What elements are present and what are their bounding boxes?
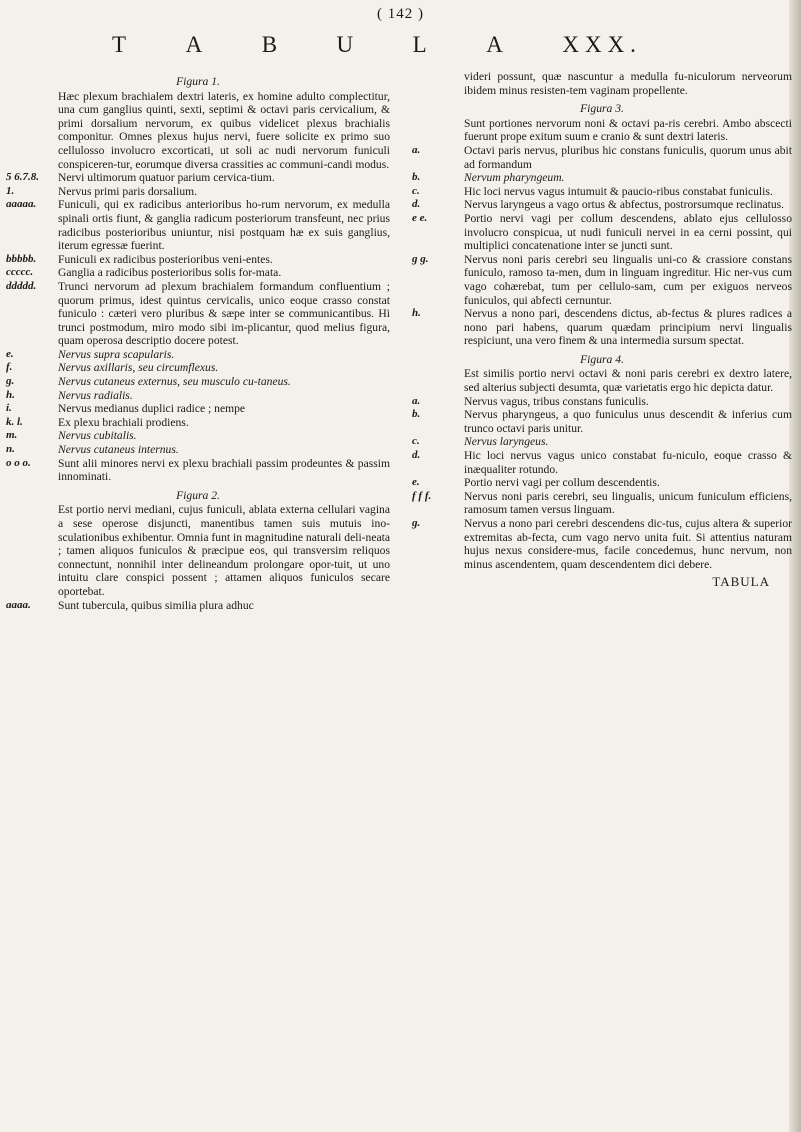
entry-text: Nervus cutaneus internus. [58, 443, 179, 457]
legend-entry [6, 402, 390, 416]
entry-text: Nervus noni paris cerebri, seu lingualis, unicum funiculum efficiens, ramosum tamen versus linguam. [464, 489, 792, 517]
running-title-letter: A [486, 32, 509, 57]
entry-text: Ex plexu brachiali prodiens. [58, 415, 189, 429]
entry-text: Est similis portio nervi octavi & noni paris cerebri ex dextro latere, sed alterius subjecti desumta, quæ varietatis ergo hic depicta datur. [464, 367, 792, 395]
legend-entry [6, 375, 390, 389]
entry-text: Nervus axillaris, seu circumflexus. [58, 361, 219, 375]
running-title-letter: A [185, 32, 209, 57]
entry-label: c. [412, 184, 420, 197]
entry-text: Nervus radialis. [58, 388, 133, 402]
entry-label: n. [6, 443, 15, 456]
entry-text: Nervus cutaneus externus, seu musculo cu-taneus. [58, 375, 291, 389]
entry-label: aaaaa. [6, 198, 37, 211]
entry-text: Portio nervi vagi per collum descendentis. [464, 476, 660, 490]
entry-text: Nervus laryngeus. [464, 435, 549, 449]
legend-entry [412, 198, 792, 212]
legend-entry [6, 457, 390, 484]
entry-label: 1. [6, 184, 15, 197]
legend-entry [6, 185, 390, 199]
legend-entry [412, 490, 792, 517]
entry-text: Hic loci nervus vagus unico constabat fu-niculo, eoque crasso & inæqualiter rotundo. [464, 449, 792, 476]
entry-text: Sunt tubercula, quibus similia plura adhuc [58, 598, 254, 612]
entry-label: a. [412, 394, 421, 407]
entry-label: d. [412, 198, 421, 211]
entry-text: Nervus supra scapularis. [58, 347, 175, 361]
entry-text: Sunt alii minores nervi ex plexu brachiali passim prodeuntes & passim innominati. [58, 456, 390, 484]
entry-text: Ganglia a radicibus posterioribus solis for-mata. [58, 266, 282, 280]
entry-text: Nervus a nono pari cerebri descendens dic-tus, cujus altera & superior extremitas ab-fecta, cum vago nervo unita fuit. Si attentius naturam hujus nexus considere-mus, facile concedemus, hunc nervum, non minus ascendentem, quam descendentem dici debere. [464, 517, 792, 571]
legend-entry [6, 171, 390, 185]
entry-label: f f f. [412, 489, 432, 502]
legend-entry [6, 198, 390, 252]
entry-label: aaaa. [6, 598, 31, 611]
entry-text: Nervus primi paris dorsalium. [58, 184, 198, 198]
entry-text: Est portio nervi mediani, cujus funiculi, ablata externa cellulari vagina a sese operose disjuncti, manentibus tamen suis mutuis ino-sculationibus exhibentur. Omnia funt in magnitudine naturali deli-neata ; tamen aliquos funiculos & præcipue eos, qui transversim reliquos connectunt, nonnihil inter delineandum prolongare opor-tuit, ut uno intuitu clare conspici possent ; attamen aliquos funiculos secare oportebat. [58, 503, 390, 598]
legend-entry [6, 90, 390, 172]
running-title-number: XXX. [562, 32, 642, 57]
running-title-letter: U [336, 32, 360, 57]
legend-entry [412, 367, 792, 394]
entry-text: videri possunt, quæ nascuntur a medulla fu-niculorum nerveorum ibidem minus resisten-tem vaginam propellente. [464, 70, 792, 97]
figure-heading: Figura 2. [176, 488, 220, 502]
entry-text: Sunt portiones nervorum noni & octavi pa-ris cerebri. Ambo abscecti fuerunt prope exitum suum e cranio & sunt dextri lateris. [464, 116, 792, 144]
legend-entry [412, 408, 792, 435]
legend-entry [6, 599, 390, 613]
entry-label: f. [6, 361, 13, 374]
entry-text: Funiculi, qui ex radicibus anterioribus ho-rum nervorum, ex medulla spinali ortis fiunt, & ganglia radicum posteriorum transfeunt, nec prius radicibus posterioribus uniuntur, nisi postquam hæ ex suis ganglius, iterum egressæ fuerint. [58, 198, 390, 253]
running-title-letter: T [112, 32, 133, 57]
entry-label: b. [412, 408, 421, 421]
entry-label: d. [412, 449, 421, 462]
legend-entry [412, 435, 792, 449]
entry-label: e. [6, 347, 14, 360]
legend-entry [412, 185, 792, 199]
entry-label: a. [412, 143, 421, 156]
entry-label: c. [412, 435, 420, 448]
page-header [0, 0, 801, 70]
legend-entry [6, 443, 390, 457]
legend-entry [6, 503, 390, 598]
running-title [112, 32, 642, 58]
legend-entry [6, 348, 390, 362]
figure-heading: Figura 4. [580, 352, 624, 366]
figure-heading: Figura 1. [176, 75, 220, 88]
entry-text: Nervus vagus, tribus constans funiculis. [464, 394, 649, 408]
entry-text: Nervi ultimorum quatuor parium cervica-tium. [58, 171, 275, 185]
legend-entry [6, 416, 390, 430]
entry-label: k. l. [6, 415, 23, 428]
entry-label: m. [6, 429, 18, 442]
entry-label: ccccc. [6, 266, 34, 279]
entry-label: o o o. [6, 456, 31, 469]
legend-entry [412, 70, 792, 97]
legend-entry [6, 429, 390, 443]
legend-entry [412, 117, 792, 144]
entry-text: Nervum pharyngeum. [464, 171, 565, 185]
entry-text: Nervus noni paris cerebri seu lingualis uni-co & crassiore constans funiculo, ramoso ta-men, dum in linguam ingreditur. Hic ner-vus cum vago cohærebat, tum per cellulo-sam, cum per exiguos nerveos funiculos, qui abfecti cernuntur. [464, 252, 792, 307]
entry-text: Hic loci nervus vagus intumuit & paucio-ribus constabat funiculis. [464, 184, 773, 198]
legend-entry [6, 253, 390, 267]
entry-label: h. [6, 388, 15, 401]
entry-label: g g. [412, 252, 429, 265]
entry-label: g. [6, 375, 15, 388]
entry-label: g. [412, 517, 421, 529]
legend-entry [6, 266, 390, 280]
entry-label: i. [6, 402, 12, 415]
entry-text: Nervus pharyngeus, a quo funiculus unus descendit & inferius cum trunco octavi paris unitur. [464, 408, 792, 435]
legend-entry [412, 212, 792, 253]
entry-text: Funiculi ex radicibus posterioribus veni-entes. [58, 252, 273, 266]
entry-label: e. [412, 476, 420, 489]
legend-entry [412, 517, 792, 571]
right-column [412, 70, 792, 589]
catchword: TABULA [712, 574, 770, 590]
legend-entry [412, 253, 792, 307]
running-title-letter: L [412, 32, 433, 57]
left-column [6, 70, 390, 612]
legend-entry [412, 307, 792, 348]
entry-label: 5 6.7.8. [6, 171, 39, 184]
legend-entry [6, 361, 390, 375]
legend-entry [412, 449, 792, 476]
entry-label: e e. [412, 211, 428, 224]
entry-label: h. [412, 307, 421, 320]
entry-label: bbbbb. [6, 252, 37, 265]
entry-text: Trunci nervorum ad plexum brachialem formandum confluentium ; quorum primus, idest quintus cervicalis, unico eoque crasso constat funiculo : cæteri vero pluribus & sæpe inter se communicantibus. Hi trunci postmodum, miro modo sibi im-plicantur, quod melius figura, quam operosa descriptio docere potest. [58, 279, 390, 348]
entry-text: Nervus medianus duplici radice ; nempe [58, 402, 246, 416]
legend-entry [412, 476, 792, 490]
entry-text: Nervus a nono pari, descendens dictus, ab-fectus & plures radices a nono pari habens, quarum quædam principium nervi lingualis respiciunt, una vero finem & una intermedia sursum spectat. [464, 307, 792, 348]
legend-entry [412, 171, 792, 185]
entry-text: Nervus laryngeus a vago ortus & abfectus, postrorsumque reclinatus. [464, 198, 785, 212]
page-number: ( 142 ) [377, 6, 424, 22]
entry-label: ddddd. [6, 279, 37, 292]
entry-text: Portio nervi vagi per collum descendens, ablato ejus cellulosso involucro conspicua, ut nudi funiculi nervei in ea cerni possint, qui multiplici concatenatione inter se juncti sunt. [464, 211, 792, 253]
legend-entry [412, 144, 792, 171]
legend-entry [6, 389, 390, 403]
entry-text: Nervus cubitalis. [58, 429, 137, 443]
running-title-letter: B [261, 32, 284, 57]
legend-entry [6, 280, 390, 348]
entry-text: Hæc plexum brachialem dextri lateris, ex homine adulto complectitur, una cum ganglius quinti, sexti, septimi & octavi paris cervicalium, & primi dorsalium nervorum, ex quibus videlicet plexus brachialis componitur. Omnes plexus hujus nervi, fuere solicite ex primo suo cellulosso involucro excorticati, ut soli ac nudi nervorum funiculi conspiceren-tur, eorumque diversa crassities ac communi-candi modus. [58, 89, 390, 171]
entry-label: b. [412, 171, 421, 184]
legend-entry [412, 395, 792, 409]
figure-heading: Figura 3. [580, 102, 624, 116]
entry-text: Octavi paris nervus, pluribus hic constans funiculis, quorum unus abit ad formandum [464, 143, 792, 171]
